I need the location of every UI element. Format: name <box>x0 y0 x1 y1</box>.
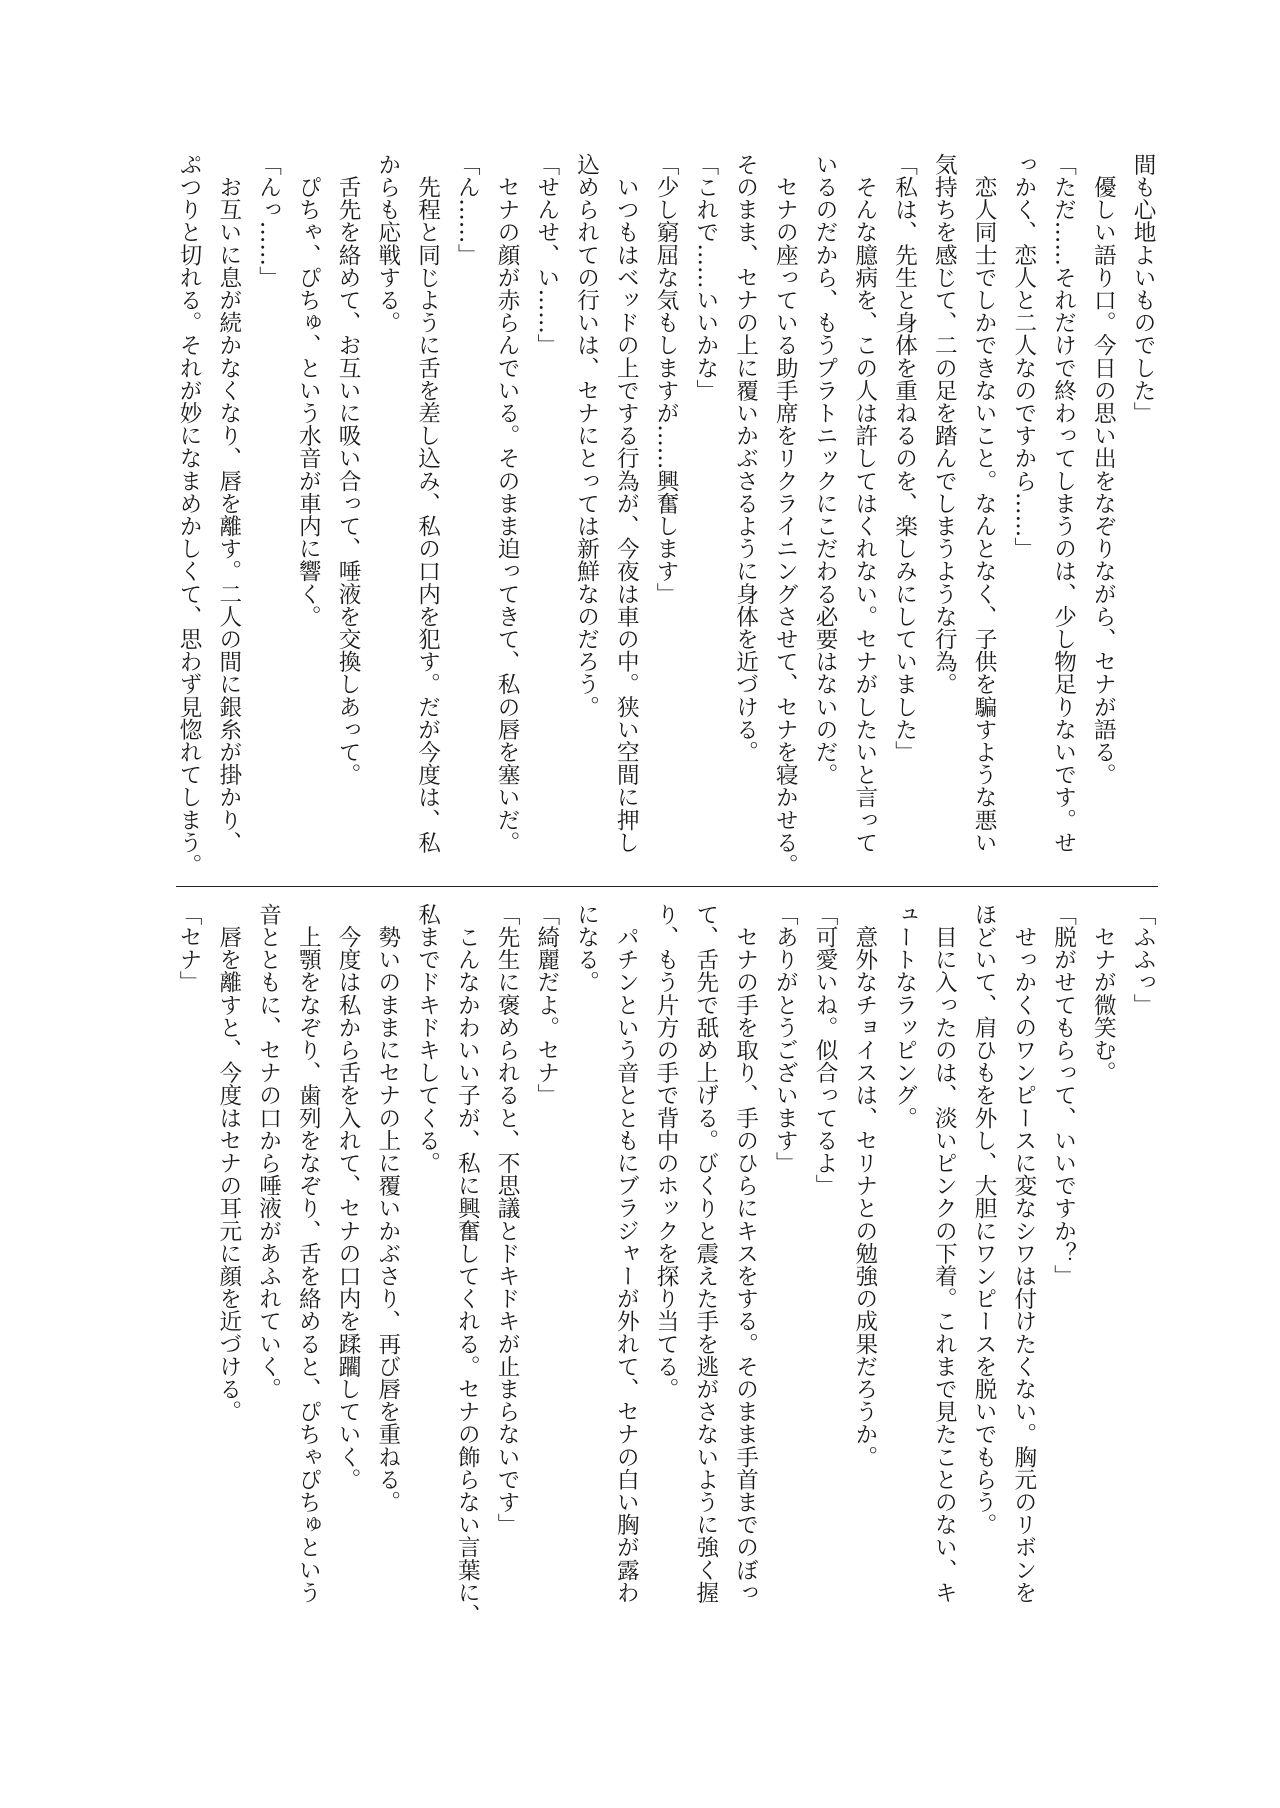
text-column: そのまま、セナの上に覆いかぶさるように身体を近づける。 <box>732 153 759 764</box>
text-column: 優しい語り口。今日の思い出をなぞりながら、セナが語る。 <box>1090 153 1117 786</box>
text-column: 「セナ」 <box>176 903 202 994</box>
text-column: 意外なチョイスは、セリナとの勉強の成果だろうか。 <box>851 903 878 1468</box>
text-column: 「これで……いいかな」 <box>692 153 719 402</box>
text-column: 「ありがとうございます」 <box>772 903 799 1175</box>
text-column: セナの座っている助手席をリクライニングさせて、セナを寝かせる。 <box>772 153 799 877</box>
text-column: 舌先を絡めて、お互いに吸い合って、唾液を交換しあって。 <box>335 153 361 786</box>
text-column: 「可愛いね。似合ってるよ」 <box>812 903 838 1197</box>
text-column: ュートなラッピング。 <box>891 903 918 1129</box>
text-column: になる。 <box>573 903 600 994</box>
text-column: セナが微笑む。 <box>1090 903 1117 1084</box>
text-column: ほどいて、肩ひもを外し、大胆にワンピースを脱いでもらう。 <box>971 903 997 1536</box>
upper-text-block <box>168 153 1162 881</box>
text-column: セナの手を取り、手のひらにキスをする。そのまま手首までのぼっ <box>732 903 759 1604</box>
text-column: こんなかわいい子が、私に興奮してくれる。セナの飾らない言葉に、 <box>454 903 481 1627</box>
text-column: 唇を離すと、今度はセナの耳元に顔を近づける。 <box>215 903 242 1423</box>
text-column: いつもはベッドの上でする行為が、今夜は車の中。狭い空間に押し <box>613 153 640 854</box>
text-column: 気持ちを感じて、二の足を踏んでしまうような行為。 <box>931 153 958 696</box>
text-column: 「少し窮屈な気もしますが……興奮します」 <box>653 153 679 605</box>
text-column: いるのだから、もうプラトニックにこだわる必要はないのだ。 <box>812 153 838 786</box>
text-column: そんな臆病を、この人は許してはくれない。セナがしたいと言って <box>851 153 878 854</box>
text-column: 「ただ……それだけで終わってしまうのは、少し物足りないです。せ <box>1050 153 1077 854</box>
text-column: 私までドキドキしてくる。 <box>414 903 441 1175</box>
text-column: 「脱がせてもらって、いいですか？」 <box>1050 903 1077 1288</box>
text-column: 込められての行いは、セナにとっては新鮮なのだろう。 <box>573 153 600 718</box>
text-column: っかく、恋人と二人なのですから……」 <box>1010 153 1037 560</box>
text-column: 間も心地よいものでした」 <box>1130 153 1156 425</box>
text-column: 「ふふっ」 <box>1130 903 1156 1016</box>
text-column: 「ん……」 <box>454 153 481 266</box>
text-column: 先程と同じように舌を差し込み、私の口内を犯す。だが今度は、私 <box>414 153 441 854</box>
text-column: からも応戦する。 <box>374 153 401 334</box>
text-column: セナの顔が赤らんでいる。そのまま迫ってきて、私の唇を塞いだ。 <box>494 153 520 854</box>
text-column: り、もう片方の手で背中のホックを探り当てる。 <box>653 903 679 1401</box>
text-column: 「先生に褒められると、不思議とドキドキが止まらないです」 <box>494 903 520 1536</box>
text-column: 上顎をなぞり、歯列をなぞり、舌を絡めると、ぴちゃぴちゅという <box>295 903 322 1604</box>
text-column: 「綺麗だよ。セナ」 <box>533 903 560 1107</box>
lower-text-block <box>168 903 1162 1631</box>
text-column: せっかくのワンピースに変なシワは付けたくない。胸元のリボンを <box>1010 903 1037 1604</box>
text-column: 勢いのままにセナの上に覆いかぶさり、再び唇を重ねる。 <box>374 903 401 1514</box>
text-column: ぴちゃ、ぴちゅ、という水音が車内に響く。 <box>295 153 322 628</box>
text-column: 「私は、先生と身体を重ねるのを、楽しみにしていました」 <box>891 153 918 764</box>
text-column: 音とともに、セナの口から唾液があふれていく。 <box>255 903 282 1401</box>
text-column: 今度は私から舌を入れて、セナの口内を蹂躙していく。 <box>335 903 361 1491</box>
text-column: て、舌先で舐め上げる。びくりと震えた手を逃がさないように強く握 <box>692 903 719 1604</box>
text-column: パチンという音とともにブラジャーが外れて、セナの白い胸が露わ <box>613 903 640 1604</box>
text-column: 「んっ……」 <box>255 153 282 289</box>
section-divider <box>176 886 1158 887</box>
text-column: 目に入ったのは、淡いピンクの下着。これまで見たことのない、キ <box>931 903 958 1604</box>
text-column: 恋人同士でしかできないこと。なんとなく、子供を騙すような悪い <box>971 153 997 854</box>
text-column: 「せんせ、い……」 <box>533 153 560 357</box>
text-column: ぷつりと切れる。それが妙になまめかしくて、思わず見惚れてしまう。 <box>176 153 202 877</box>
text-column: お互いに息が続かなくなり、唇を離す。二人の間に銀糸が掛かり、 <box>215 153 242 854</box>
